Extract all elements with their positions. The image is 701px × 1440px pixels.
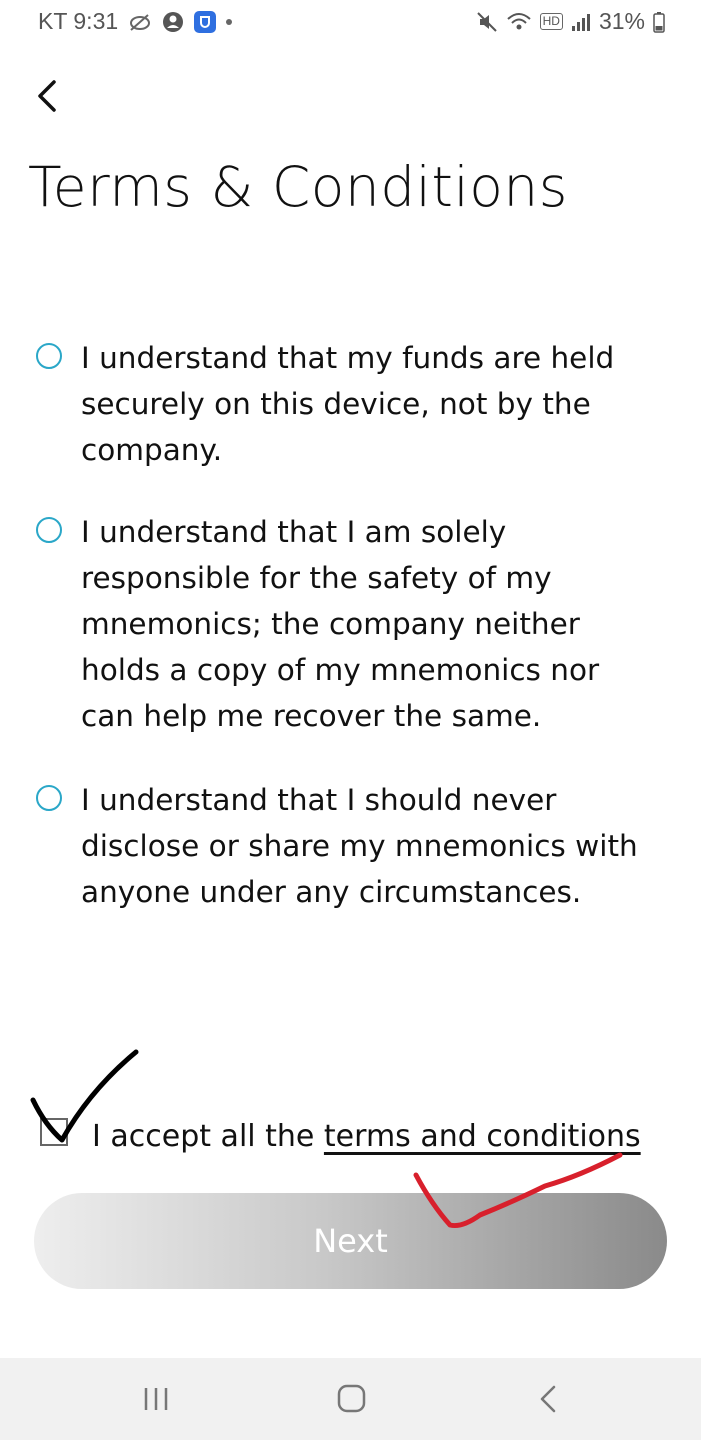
page-title: Terms & Conditions [28, 155, 568, 219]
recent-apps-icon [126, 1376, 186, 1422]
wifi-icon [506, 11, 532, 33]
accept-label-prefix: I accept all the [92, 1119, 324, 1154]
status-bar [0, 0, 701, 44]
home-button[interactable] [321, 1376, 381, 1422]
term-text-funds: I understand that my funds are held securely on this device, not by the company. [81, 341, 615, 467]
status-bar-right [476, 8, 665, 35]
hd-voice-icon: HD [540, 13, 563, 30]
carrier-label: KT [38, 8, 68, 34]
term-radio-responsibility[interactable] [36, 517, 62, 543]
mute-icon [476, 11, 498, 33]
notification-dot-icon [226, 19, 232, 25]
recent-apps-button[interactable] [126, 1376, 186, 1422]
accept-checkbox[interactable] [40, 1118, 68, 1146]
accept-label [92, 1112, 641, 1162]
battery-percent: 31% [598, 8, 645, 34]
status-bar-left [38, 8, 232, 35]
term-text-responsibility: I understand that I am solely responsible for the safety of my mnemonics; the company neither holds a copy of my mnemonics nor can help me recover the same. [81, 515, 600, 733]
term-text-disclosure: I understand that I should never disclose or share my mnemonics with anyone under any circumstances. [81, 783, 638, 909]
term-radio-funds[interactable] [36, 343, 62, 369]
system-back-icon [518, 1376, 578, 1422]
next-button[interactable]: Next [34, 1193, 667, 1289]
terms-link[interactable]: terms and conditions [323, 1119, 641, 1154]
vpn-shield-icon [194, 11, 216, 33]
clock: 9:31 [73, 8, 119, 34]
term-radio-disclosure[interactable] [36, 785, 62, 811]
battery-charging-icon [653, 11, 665, 33]
chevron-left-icon [30, 72, 70, 120]
back-button[interactable] [30, 72, 70, 120]
signal-icon [571, 12, 591, 32]
system-back-button[interactable] [518, 1376, 578, 1422]
home-icon [321, 1376, 381, 1422]
account-icon [162, 11, 184, 33]
system-nav-bar [0, 1358, 701, 1440]
satellite-icon [128, 11, 152, 33]
